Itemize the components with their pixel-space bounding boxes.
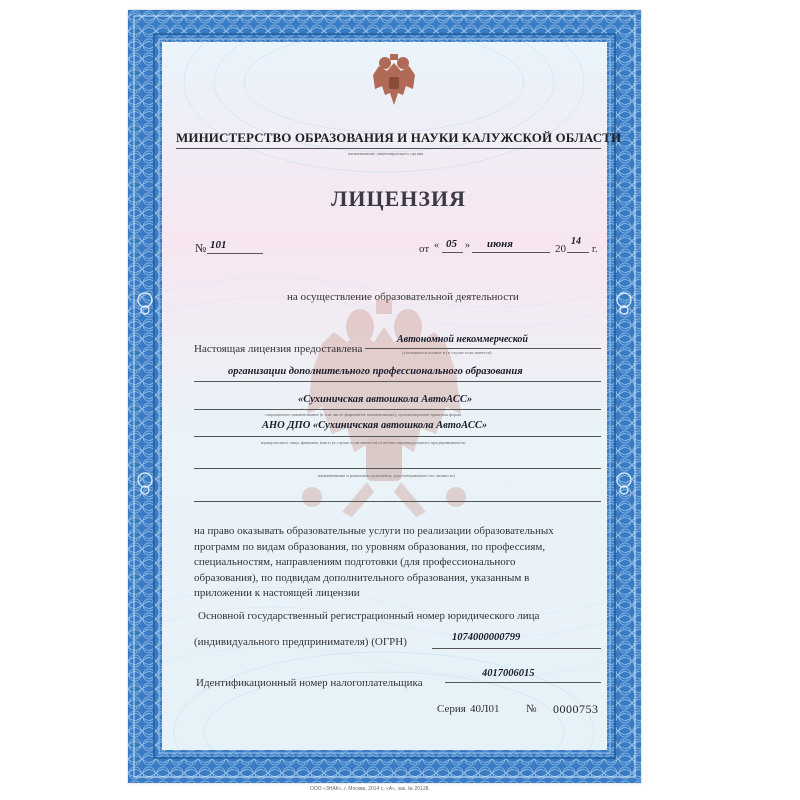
printer-note: ООО «ЗНАК», г. Москва, 2014 г., «А», зак. № 20128. [310,786,430,792]
license-month: июня [487,238,513,250]
org-name-line3: «Сухиничская автошкола АвтоАСС» [298,394,473,405]
ogrn-underline [432,648,601,649]
ministry-caption: наименование лицензирующего органа [348,151,424,156]
year-abbr: г. [592,244,598,255]
rights-line: программ по видам образования, по уровням образования, по профессиям, [194,540,546,553]
license-title: ЛИЦЕНЗИЯ [331,186,467,211]
org-line1-underline [365,348,601,349]
caption-short-name: сокращенное наименование (в том числе фирменное наименование), организационно-правовая форма [265,412,462,417]
number-label: № [195,241,207,255]
inn-underline [445,682,601,683]
rights-line: образования), по подвидам дополнительного образования, указанным в [194,571,530,584]
license-day: 05 [446,238,457,250]
inn-value: 4017006015 [482,668,535,679]
series-number-label: № [526,703,537,715]
blank-line-2 [194,501,601,502]
org-line2-underline [194,381,601,382]
ministry-underline [176,148,601,149]
org-short-name: АНО ДПО «Сухиничская автошкола АвтоАСС» [262,420,488,431]
org-name-line2: организации дополнительного профессионального образования [228,366,523,377]
number-underline [207,253,263,254]
rights-line: специальностям, направлениям подготовки (для профессионального [194,556,516,568]
rights-line: на право оказывать образовательные услуги по реализации образовательных [194,525,554,537]
day-underline [442,252,463,253]
activity-text: на осуществление образовательной деятельности [287,291,519,303]
series-label: Серия [437,703,466,715]
org-name-line1: Автономной некоммерческой [397,334,528,345]
series-number-value: 0000753 [553,702,599,716]
license-number: 101 [210,239,227,251]
license-year: 14 [571,236,581,247]
blank-line-1 [194,468,601,469]
caption-full-name: (указывается полное и (в случае если имеется) [402,350,492,355]
ogrn-label-line2: (индивидуального предпринимателя) (ОГРН) [194,636,407,648]
caption-entity: юридического лица, фамилия, имя и (в случае если имеется) отчество индивидуального предпринимателя, [261,440,466,445]
rights-line: приложении к настоящей лицензии [194,587,360,599]
ministry-name: МИНИСТЕРСТВО ОБРАЗОВАНИЯ И НАУКИ КАЛУЖСКОЙ ОБЛАСТИ [176,130,622,145]
ogrn-value: 1074000000799 [452,632,521,643]
caption-document: наименование и реквизиты документа, удостоверяющего его личность) [318,473,455,478]
series-value: 40Л01 [470,703,500,715]
coat-of-arms-icon [371,53,417,107]
date-open-quote: « [434,240,439,251]
date-from-label: от [419,243,430,255]
ogrn-label-line1: Основной государственный регистрационный номер юридического лица [198,610,540,622]
org-short-underline [194,436,601,437]
date-close-quote: » [465,240,470,251]
org-line3-underline [194,409,601,410]
inn-label: Идентификационный номер налогоплательщика [196,677,423,689]
granted-to-label: Настоящая лицензия предоставлена [194,343,363,355]
month-underline [472,252,550,253]
year-underline [567,252,589,253]
year-prefix: 20 [555,243,566,255]
rights-paragraph [194,524,554,602]
